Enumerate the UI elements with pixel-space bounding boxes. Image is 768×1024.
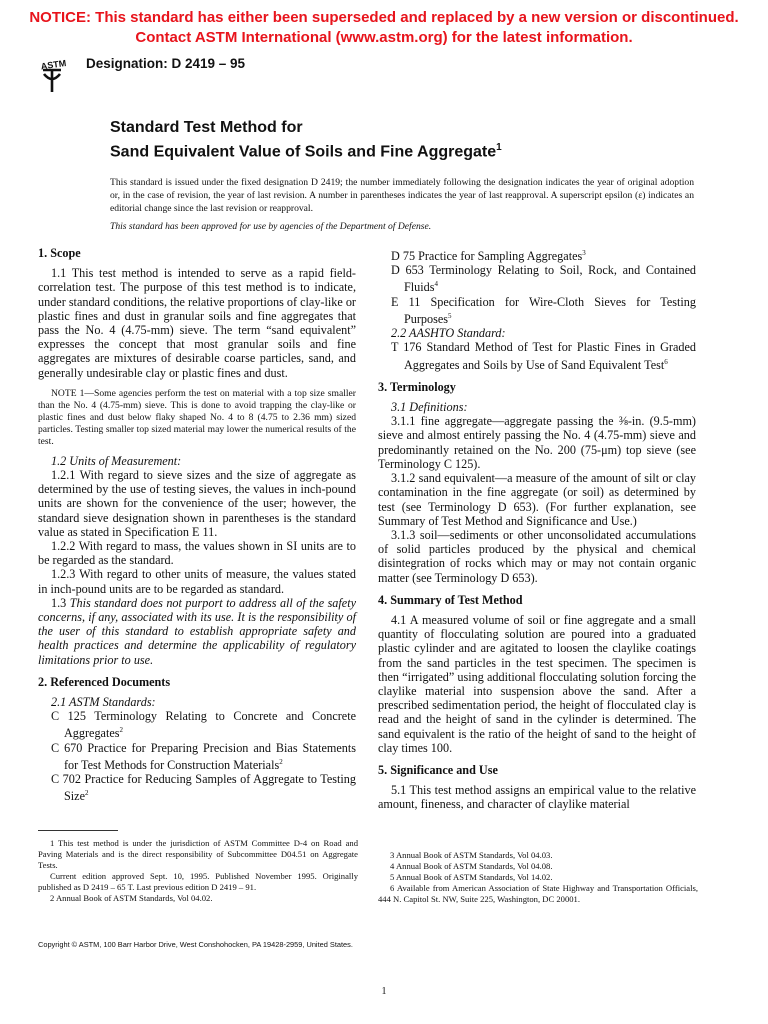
scope-heading: 1. Scope — [38, 246, 81, 260]
para-1-2-1: 1.2.1 With regard to sieve sizes and the size of aggregate as determined by the use of testing sieves, the values in inch-pound units are shown for the convenience of the user; however, the standard sieve designation shown in parentheses is the standard value as stated in Specification E 11. — [38, 468, 356, 539]
approved-statement: This standard has been approved for use by agencies of the Department of Defense. — [110, 221, 432, 232]
para-1-2-3: 1.2.3 With regard to other units of measure, the values stated in inch-pound units are to be regarded as standard. — [38, 567, 356, 596]
para-3-1-2: 3.1.2 sand equivalent—a measure of the amount of silt or clay contamination in the fine aggregate (or soil) as determined by test (see Terminology D 653). (For further explanation, see Summary of Test Method and Significance and Use.) — [378, 471, 696, 528]
aashto-reference: T 176 Standard Method of Test for Plastic Fines in Graded Aggregates and Soils by Use of Sand Equivalent Test$^6$ — [391, 340, 696, 372]
footnote-5: 5 Annual Book of ASTM Standards, Vol 14.02. — [390, 872, 553, 882]
footnotes-right — [378, 850, 698, 905]
title-line-2 — [110, 138, 502, 162]
footnote-6: 6 Available from American Association of State Highway and Transportation Officials, 444 N. Capitol St. NW, Suite 225, Washington, DC 20001. — [378, 883, 698, 904]
issued-statement: This standard is issued under the fixed designation D 2419; the number immediately following the designation indicates the year of original adoption or, in the case of revision, the year of last revision. A number in parentheses indicates the year of last reapproval. A superscript epsilon (ε) indicates an editorial change since the last revision or reapproval. — [110, 177, 694, 214]
footnote-rule — [38, 830, 118, 831]
reference-item: C 125 Terminology Relating to Concrete and Concrete Aggregates$^2$ — [51, 709, 356, 741]
significance-heading: 5. Significance and Use — [378, 762, 498, 777]
para-1-3 — [38, 596, 356, 667]
page-number: 1 — [381, 986, 387, 997]
para-1-3-text: This standard does not purport to address all of the safety concerns, if any, associated with its use. It is the responsibility of the user of this standard to establish appropriate safety and health practices and determine the applicability of regulatory limitations prior to use. — [38, 595, 356, 667]
para-1-2: 1.2 Units of Measurement: — [51, 453, 182, 468]
astm-logo-text: ASTM — [40, 57, 67, 72]
refdocs-heading: 2. Referenced Documents — [38, 674, 171, 689]
right-column — [378, 246, 696, 812]
para-4-1: 4.1 A measured volume of soil or fine aggregate and a small quantity of flocculating solution are poured into a graduated plastic cylinder and are agitated to loosen the claylike coatings from the sand particles in the test specimen. The specimen is then “irrigated” using additional flocculating solution forcing the claylike material into suspension above the sand. After a prescribed sedimentation period, the height of flocculated clay is read and the height of sand in the cylinder is determined. The sand equivalent is the ratio of the height of sand to the height of clay times 100. — [378, 612, 696, 755]
footnotes-left — [38, 838, 358, 904]
footnote-4: 4 Annual Book of ASTM Standards, Vol 04.08. — [390, 861, 553, 871]
supersede-notice — [0, 8, 768, 48]
para-2-2: 2.2 AASHTO Standard: — [391, 326, 506, 341]
footnote-3: 3 Annual Book of ASTM Standards, Vol 04.03. — [390, 850, 553, 860]
para-1-1: 1.1 This test method is intended to serve as a rapid field-correlation test. The purpose of this test method is to indicate, under standard conditions, the relative proportions of clay-like or plastic fines and dust in granular soils and fine aggregates that pass the No. 4 (4.75-mm) sieve. The term “sand equivalent” expresses the concept that most granular soils and fine aggregates are mixtures of desirable coarse particles, sand, and generally undesirable clay or plastic fines and dust. — [38, 266, 356, 380]
title-text: Sand Equivalent Value of Soils and Fine Aggregate — [110, 143, 497, 161]
astm-logo-icon — [40, 54, 67, 94]
notice-line-2: Contact ASTM International (www.astm.org) for the latest information. — [135, 29, 633, 46]
para-1-2-2: 1.2.2 With regard to mass, the values shown in SI units are to be regarded as the standard. — [38, 539, 356, 568]
intro-block — [110, 176, 694, 233]
document-title — [110, 118, 502, 162]
footnote-2: 2 Annual Book of ASTM Standards, Vol 04.02. — [50, 893, 213, 903]
reference-item: C 670 Practice for Preparing Precision and Bias Statements for Test Methods for Construction Materials$^2$ — [51, 740, 356, 773]
para-3-1-3: 3.1.3 soil—sediments or other unconsolidated accumulations of solid particles produced by the physical and chemical disintegration of rocks which may or may not contain organic matter (see Terminology D 653). — [378, 527, 696, 585]
summary-heading: 4. Summary of Test Method — [378, 592, 523, 607]
reference-item: D 75 Practice for Sampling Aggregates$^3$ — [391, 249, 586, 264]
footnote-1b: Current edition approved Sept. 10, 1995. Published November 1995. Originally published as D 2419 – 65 T. Last previous edition D 2419 – 91. — [38, 871, 358, 892]
para-5-1: 5.1 This test method assigns an empirical value to the relative amount, fineness, and character of claylike material — [378, 783, 696, 812]
left-column — [38, 246, 356, 804]
para-1-3-num: 1.3 — [51, 595, 67, 610]
para-3-1: 3.1 Definitions: — [391, 400, 468, 415]
para-2-1: 2.1 ASTM Standards: — [51, 695, 156, 710]
reference-item: E 11 Specification for Wire-Cloth Sieves for Testing Purposes$^5$ — [391, 294, 696, 326]
footnote-1: 1 This test method is under the jurisdiction of ASTM Committee D-4 on Road and Paving Materials and is the direct responsibility of Subcommittee D04.51 on Aggregate Tests. — [38, 838, 358, 870]
notice-line-1: NOTICE: This standard has either been superseded and replaced by a new version or discontinued. — [29, 9, 739, 26]
para-3-1-1: 3.1.1 fine aggregate—aggregate passing the ⅜-in. (9.5-mm) sieve and almost entirely passing the No. 4 (4.75-mm) sieve and predominantly retained on the No. 200 (75-μm) top sieve (see Terminology C 125). — [378, 414, 696, 471]
reference-item: C 702 Practice for Reducing Samples of Aggregate to Testing Size$^2$ — [51, 772, 356, 804]
reference-item: D 653 Terminology Relating to Soil, Rock, and Contained Fluids$^4$ — [391, 263, 696, 295]
terminology-heading: 3. Terminology — [378, 379, 456, 394]
copyright-line: Copyright © ASTM, 100 Barr Harbor Drive, West Conshohocken, PA 19428-2959, United States. — [38, 940, 353, 949]
designation: Designation: D 2419 – 95 — [86, 56, 246, 71]
title-line-1: Standard Test Method for — [110, 119, 303, 136]
title-footnote-mark: 1 — [496, 142, 502, 153]
note-1: NOTE 1—Some agencies perform the test on material with a top size smaller than the No. 4 (4.75-mm) sieve. This is done to avoid trapping the clay-like or plastic fines and dust below flaky shaped No. 4 to 8 (4.75 to 2.36 mm) sized particles. Testing smaller top sized material may lower the numerical results of the test. — [38, 387, 356, 447]
